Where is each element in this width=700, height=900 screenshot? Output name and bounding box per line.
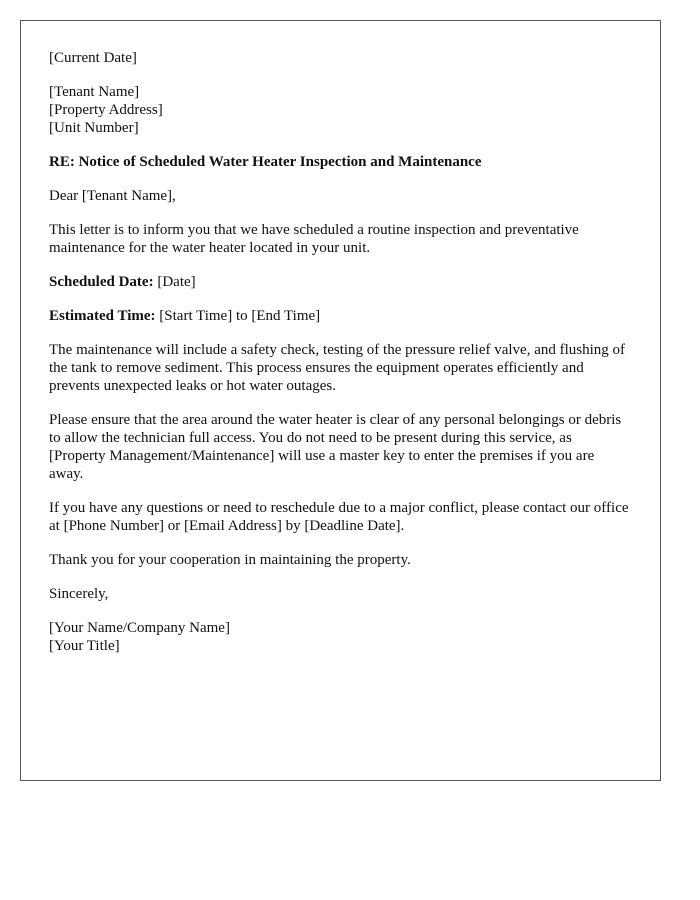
recipient-block: [49, 83, 632, 137]
recipient-name: [Tenant Name]: [49, 84, 140, 100]
recipient-unit: [Unit Number]: [49, 120, 139, 136]
access-paragraph: Please ensure that the area around the water heater is clear of any personal belongings or debris to allow the technician full access. You do not need to be present during this service, as [Property Management/Maintenance] will use a master key to enter the premises if you are away.: [49, 412, 622, 482]
scheduled-date-value: [Date]: [153, 274, 196, 290]
maintenance-paragraph: The maintenance will include a safety check, testing of the pressure relief valve, and flushing of the tank to remove sediment. This process ensures the equipment operates efficiently and prevents unexpected leaks or hot water outages.: [49, 342, 626, 394]
closing: Sincerely,: [49, 586, 109, 602]
estimated-time-label: Estimated Time:: [49, 308, 156, 324]
subject-line: RE: Notice of Scheduled Water Heater Inspection and Maintenance: [49, 154, 482, 170]
contact-paragraph: If you have any questions or need to reschedule due to a major conflict, please contact our office at [Phone Number] or [Email Address] by [Deadline Date].: [49, 500, 629, 534]
scheduled-date-line: [49, 273, 632, 291]
scheduled-date-label: Scheduled Date:: [49, 274, 154, 290]
signature-block: [49, 619, 632, 655]
letter-page: [20, 20, 661, 781]
recipient-address: [Property Address]: [49, 102, 163, 118]
salutation: Dear [Tenant Name],: [49, 188, 176, 204]
thanks-paragraph: Thank you for your cooperation in maintaining the property.: [49, 552, 411, 568]
intro-paragraph: This letter is to inform you that we have scheduled a routine inspection and preventative maintenance for the water heater located in your unit.: [49, 222, 579, 256]
signature-name: [Your Name/Company Name]: [49, 620, 230, 636]
estimated-time-value: [Start Time] to [End Time]: [155, 308, 321, 324]
signature-title: [Your Title]: [49, 638, 120, 654]
letter-date: [Current Date]: [49, 50, 137, 66]
estimated-time-line: [49, 307, 632, 325]
